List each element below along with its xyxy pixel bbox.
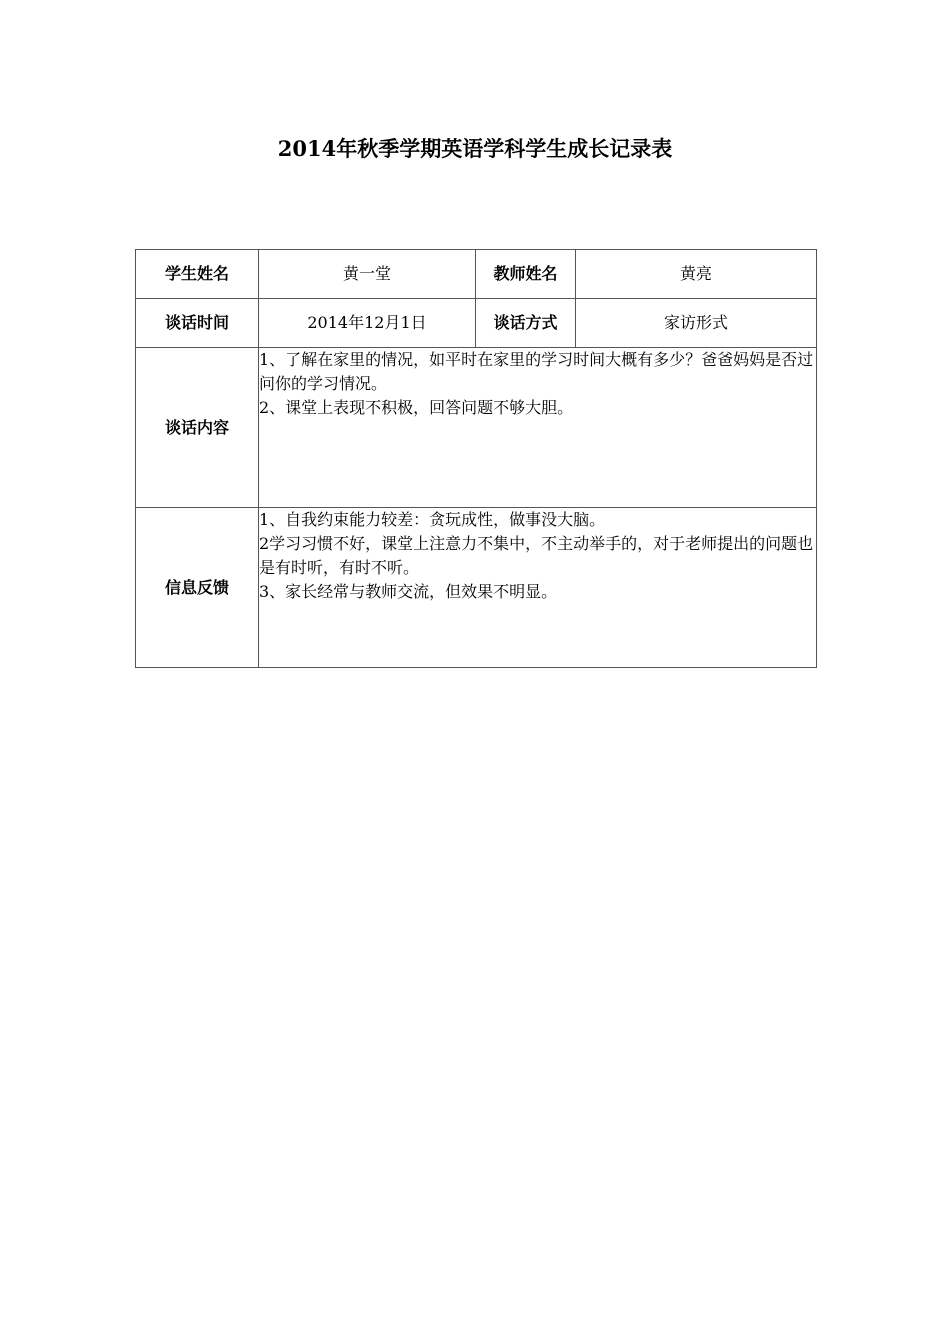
talk-content-cell <box>259 348 817 508</box>
student-name-label: 学生姓名 <box>136 250 259 299</box>
talk-content-line: 1、了解在家里的情况，如平时在家里的学习时间大概有多少？爸爸妈妈是否过问你的学习情况。 <box>259 350 814 393</box>
page-title: 2014年秋季学期英语学科学生成长记录表 <box>277 136 673 161</box>
table-row <box>136 250 817 299</box>
talk-time-label: 谈话时间 <box>136 299 259 348</box>
table-row <box>136 348 817 508</box>
teacher-name-value: 黄亮 <box>576 250 817 299</box>
talk-content-line: 2、课堂上表现不积极，回答问题不够大胆。 <box>259 398 574 417</box>
talk-content-label: 谈话内容 <box>136 348 259 508</box>
student-record-table <box>135 249 817 668</box>
talk-method-value: 家访形式 <box>576 299 817 348</box>
teacher-name-label: 教师姓名 <box>476 250 576 299</box>
talk-time-value: 2014年12月1日 <box>259 299 476 348</box>
feedback-line: 3、家长经常与教师交流，但效果不明显。 <box>259 582 558 601</box>
feedback-label: 信息反馈 <box>136 508 259 668</box>
student-name-value: 黄一堂 <box>259 250 476 299</box>
table-row <box>136 508 817 668</box>
talk-method-label: 谈话方式 <box>476 299 576 348</box>
feedback-cell <box>259 508 817 668</box>
feedback-line: 2学习习惯不好，课堂上注意力不集中，不主动举手的，对于老师提出的问题也是有时听，有时不听。 <box>259 534 814 577</box>
feedback-line: 1、自我约束能力较差：贪玩成性，做事没大脑。 <box>259 510 606 529</box>
table-row <box>136 299 817 348</box>
